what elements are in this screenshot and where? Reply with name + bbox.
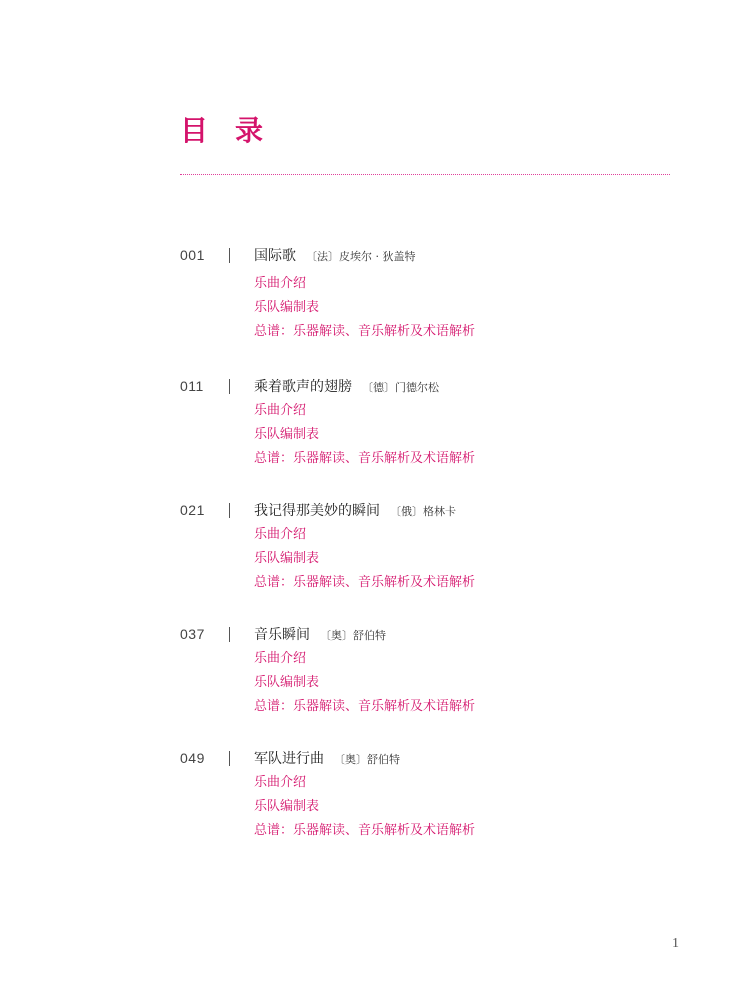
composer-name: 〔奥〕舒伯特 [334, 753, 400, 766]
subsection-list [254, 272, 475, 344]
composer-name: 〔法〕皮埃尔 · 狄盖特 [306, 250, 416, 263]
subsection-orchestration[interactable]: 乐队编制表 [254, 551, 320, 566]
composer-name: 〔俄〕格林卡 [390, 505, 456, 518]
subsection-list [254, 523, 475, 595]
piece-title: 我记得那美妙的瞬间 [254, 503, 380, 519]
toc-entry-2 [0, 375, 750, 485]
subsection-orchestration[interactable]: 乐队编制表 [254, 427, 320, 442]
piece-title: 国际歌 [254, 248, 296, 264]
subsection-score[interactable]: 总谱：乐器解读、音乐解析及术语解析 [254, 451, 476, 466]
subsection-list [254, 771, 475, 843]
separator-bar [229, 503, 230, 518]
subsection-intro[interactable]: 乐曲介绍 [254, 403, 307, 418]
dotted-divider [180, 174, 670, 175]
entry-page-number: 049 [180, 750, 205, 766]
subsection-intro[interactable]: 乐曲介绍 [254, 527, 307, 542]
subsection-score[interactable]: 总谱：乐器解读、音乐解析及术语解析 [254, 575, 476, 590]
subsection-intro[interactable]: 乐曲介绍 [254, 276, 307, 291]
entry-page-number: 001 [180, 247, 205, 263]
subsection-orchestration[interactable]: 乐队编制表 [254, 300, 320, 315]
subsection-score[interactable]: 总谱：乐器解读、音乐解析及术语解析 [254, 324, 476, 339]
piece-title: 军队进行曲 [254, 751, 324, 767]
piece-title: 乘着歌声的翅膀 [254, 379, 352, 395]
subsection-intro[interactable]: 乐曲介绍 [254, 651, 307, 666]
subsection-intro[interactable]: 乐曲介绍 [254, 775, 307, 790]
separator-bar [229, 379, 230, 394]
toc-entry-3 [0, 499, 750, 609]
composer-name: 〔德〕门德尔松 [362, 381, 439, 394]
toc-entry-4 [0, 623, 750, 733]
entry-heading[interactable] [254, 375, 439, 399]
toc-title: 目录 [180, 114, 291, 147]
entry-page-number: 011 [180, 378, 204, 394]
entry-heading[interactable] [254, 623, 386, 647]
separator-bar [229, 751, 230, 766]
subsection-list [254, 647, 475, 719]
subsection-orchestration[interactable]: 乐队编制表 [254, 675, 320, 690]
subsection-list [254, 399, 475, 471]
entry-heading[interactable] [254, 499, 456, 523]
piece-title: 音乐瞬间 [254, 627, 310, 643]
page-number: 1 [672, 936, 679, 951]
entry-page-number: 037 [180, 626, 205, 642]
toc-entry-5 [0, 747, 750, 857]
separator-bar [229, 627, 230, 642]
entry-page-number: 021 [180, 502, 205, 518]
entry-heading[interactable] [254, 244, 416, 268]
composer-name: 〔奥〕舒伯特 [320, 629, 386, 642]
subsection-score[interactable]: 总谱：乐器解读、音乐解析及术语解析 [254, 699, 476, 714]
subsection-orchestration[interactable]: 乐队编制表 [254, 799, 320, 814]
toc-entry-1 [0, 244, 750, 354]
subsection-score[interactable]: 总谱：乐器解读、音乐解析及术语解析 [254, 823, 476, 838]
separator-bar [229, 248, 230, 263]
entry-heading[interactable] [254, 747, 400, 771]
